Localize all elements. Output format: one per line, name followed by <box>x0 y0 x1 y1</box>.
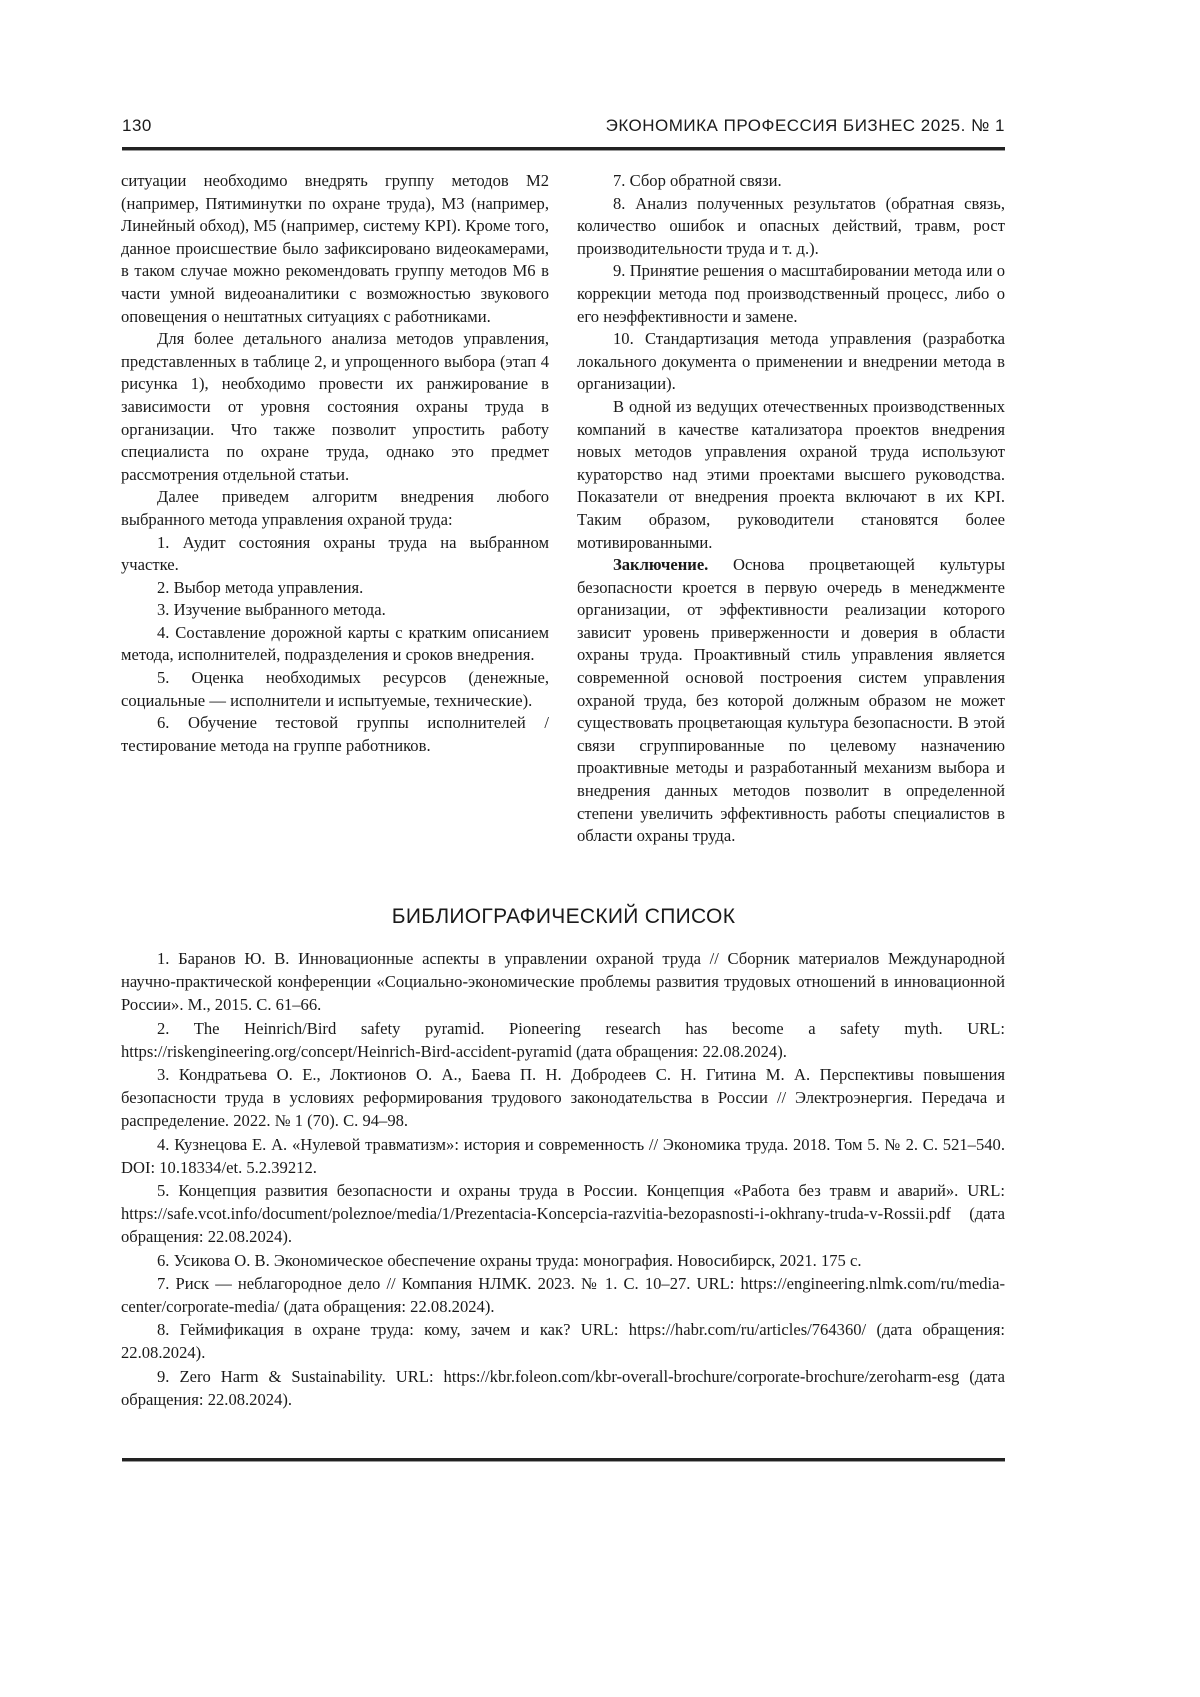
running-header <box>122 116 1005 140</box>
list-item: 8. Анализ полученных результатов (обратная связь, количество ошибок и опасных действий, травм, рост производительности труда и т. д.). <box>577 193 1005 261</box>
paragraph: Для более детального анализа методов управления, представленных в таблице 2, и упрощенного выбора (этап 4 рисунка 1), необходимо провести их ранжирование в зависимости от уровня состояния охраны труда в организации. Что также позволит упростить работу специалиста по охране труда, однако это предмет рассмотрения отдельной статьи. <box>121 328 549 486</box>
bibliography-item: 8. Геймификация в охране труда: кому, зачем и как? URL: https://habr.com/ru/articles/764360/ (дата обращения: 22.08.2024). <box>121 1318 1005 1364</box>
paragraph: Далее приведем алгоритм внедрения любого выбранного метода управления охраной труда: <box>121 486 549 531</box>
list-item: 5. Оценка необходимых ресурсов (денежные, социальные — исполнители и испытуемые, технические). <box>121 667 549 712</box>
bibliography-item: 2. The Heinrich/Bird safety pyramid. Pioneering research has become a safety myth. URL: https://riskengineering.org/concept/Heinrich-Bird-accident-pyramid (дата обращения: 22.08.2024). <box>121 1017 1005 1063</box>
list-item: 9. Принятие решения о масштабировании метода или о коррекции метода под производственный процесс, либо о его неэффективности и замене. <box>577 260 1005 328</box>
bibliography-item: 5. Концепция развития безопасности и охраны труда в России. Концепция «Работа без травм и аварий». URL: https://safe.vcot.info/document/poleznoe/media/1/Prezentacia-Koncepcia-razvitia-bezopasnosti-i-okhrany-truda-v-Rossii.pdf (дата обращения: 22.08.2024). <box>121 1179 1005 1249</box>
bibliography-title: БИБЛИОГРАФИЧЕСКИЙ СПИСОК <box>122 905 1005 929</box>
list-item: 7. Сбор обратной связи. <box>577 170 1005 193</box>
list-item: 4. Составление дорожной карты с кратким описанием метода, исполнителей, подразделения и сроков внедрения. <box>121 622 549 667</box>
bibliography-item: 3. Кондратьева О. Е., Локтионов О. А., Баева П. Н. Добродеев С. Н. Гитина М. А. Перспективы повышения безопасности труда в условиях реформирования трудового законодательства в России // Электроэнергия. Передача и распределение. 2022. № 1 (70). С. 94–98. <box>121 1063 1005 1133</box>
list-item: 6. Обучение тестовой группы исполнителей / тестирование метода на группе работников. <box>121 712 549 757</box>
conclusion-paragraph <box>577 554 1005 848</box>
left-column <box>121 170 549 757</box>
conclusion-label: Заключение. <box>613 555 708 574</box>
right-column <box>577 170 1005 848</box>
paragraph: В одной из ведущих отечественных производственных компаний в качестве катализатора проектов внедрения новых методов управления охраной труда используют кураторство над этими проектами высшего руководства. Показатели от внедрения проекта включают в их KPI. Таким образом, руководители становятся более мотивированными. <box>577 396 1005 554</box>
page-number: 130 <box>122 116 152 136</box>
bibliography-item: 9. Zero Harm & Sustainability. URL: https://kbr.foleon.com/kbr-overall-brochure/corporate-brochure/zeroharm-esg (дата обращения: 22.08.2024). <box>121 1365 1005 1411</box>
footer-rule <box>122 1458 1005 1462</box>
paragraph: ситуации необходимо внедрять группу методов М2 (например, Пятиминутки по охране труда), М3 (например, Линейный обход), М5 (например, систему KPI). Кроме того, данное происшествие было зафиксировано видеокамерами, в таком случае можно рекомендовать группу методов М6 в части умной видеоаналитики с возможностью звукового оповещения о нештатных ситуациях с работниками. <box>121 170 549 328</box>
list-item: 1. Аудит состояния охраны труда на выбранном участке. <box>121 532 549 577</box>
journal-title: ЭКОНОМИКА ПРОФЕССИЯ БИЗНЕС 2025. № 1 <box>606 116 1005 136</box>
bibliography-list <box>121 947 1005 1411</box>
list-item: 10. Стандартизация метода управления (разработка локального документа о применении и внедрении метода в организации). <box>577 328 1005 396</box>
bibliography-item: 7. Риск — неблагородное дело // Компания НЛМК. 2023. № 1. С. 10–27. URL: https://engineering.nlmk.com/ru/media-center/corporate-media/ (дата обращения: 22.08.2024). <box>121 1272 1005 1318</box>
conclusion-text: Основа процветающей культуры безопасности кроется в первую очередь в менеджменте организации, от эффективности реализации которого зависит уровень приверженности и доверия в области охраны труда. Проактивный стиль управления является современной основой построения систем управления охраной труда, без которой должным образом не может существовать процветающая культура безопасности. В этой связи сгруппированные по целевому назначению проактивные методы и разработанный механизм выбора и внедрения данных методов позволит в определенной степени увеличить эффективность работы специалистов в области охраны труда. <box>577 555 1005 845</box>
bibliography-item: 4. Кузнецова Е. А. «Нулевой травматизм»: история и современность // Экономика труда. 2018. Том 5. № 2. С. 521–540. DOI: 10.18334/et. 5.2.39212. <box>121 1133 1005 1179</box>
header-rule <box>122 147 1005 151</box>
bibliography-item: 1. Баранов Ю. В. Инновационные аспекты в управлении охраной труда // Сборник материалов Международной научно-практической конференции «Социально-экономические проблемы развития трудовых отношений в инновационной России». М., 2015. С. 61–66. <box>121 947 1005 1017</box>
list-item: 3. Изучение выбранного метода. <box>121 599 549 622</box>
bibliography-item: 6. Усикова О. В. Экономическое обеспечение охраны труда: монография. Новосибирск, 2021. 175 с. <box>121 1249 1005 1272</box>
list-item: 2. Выбор метода управления. <box>121 577 549 600</box>
